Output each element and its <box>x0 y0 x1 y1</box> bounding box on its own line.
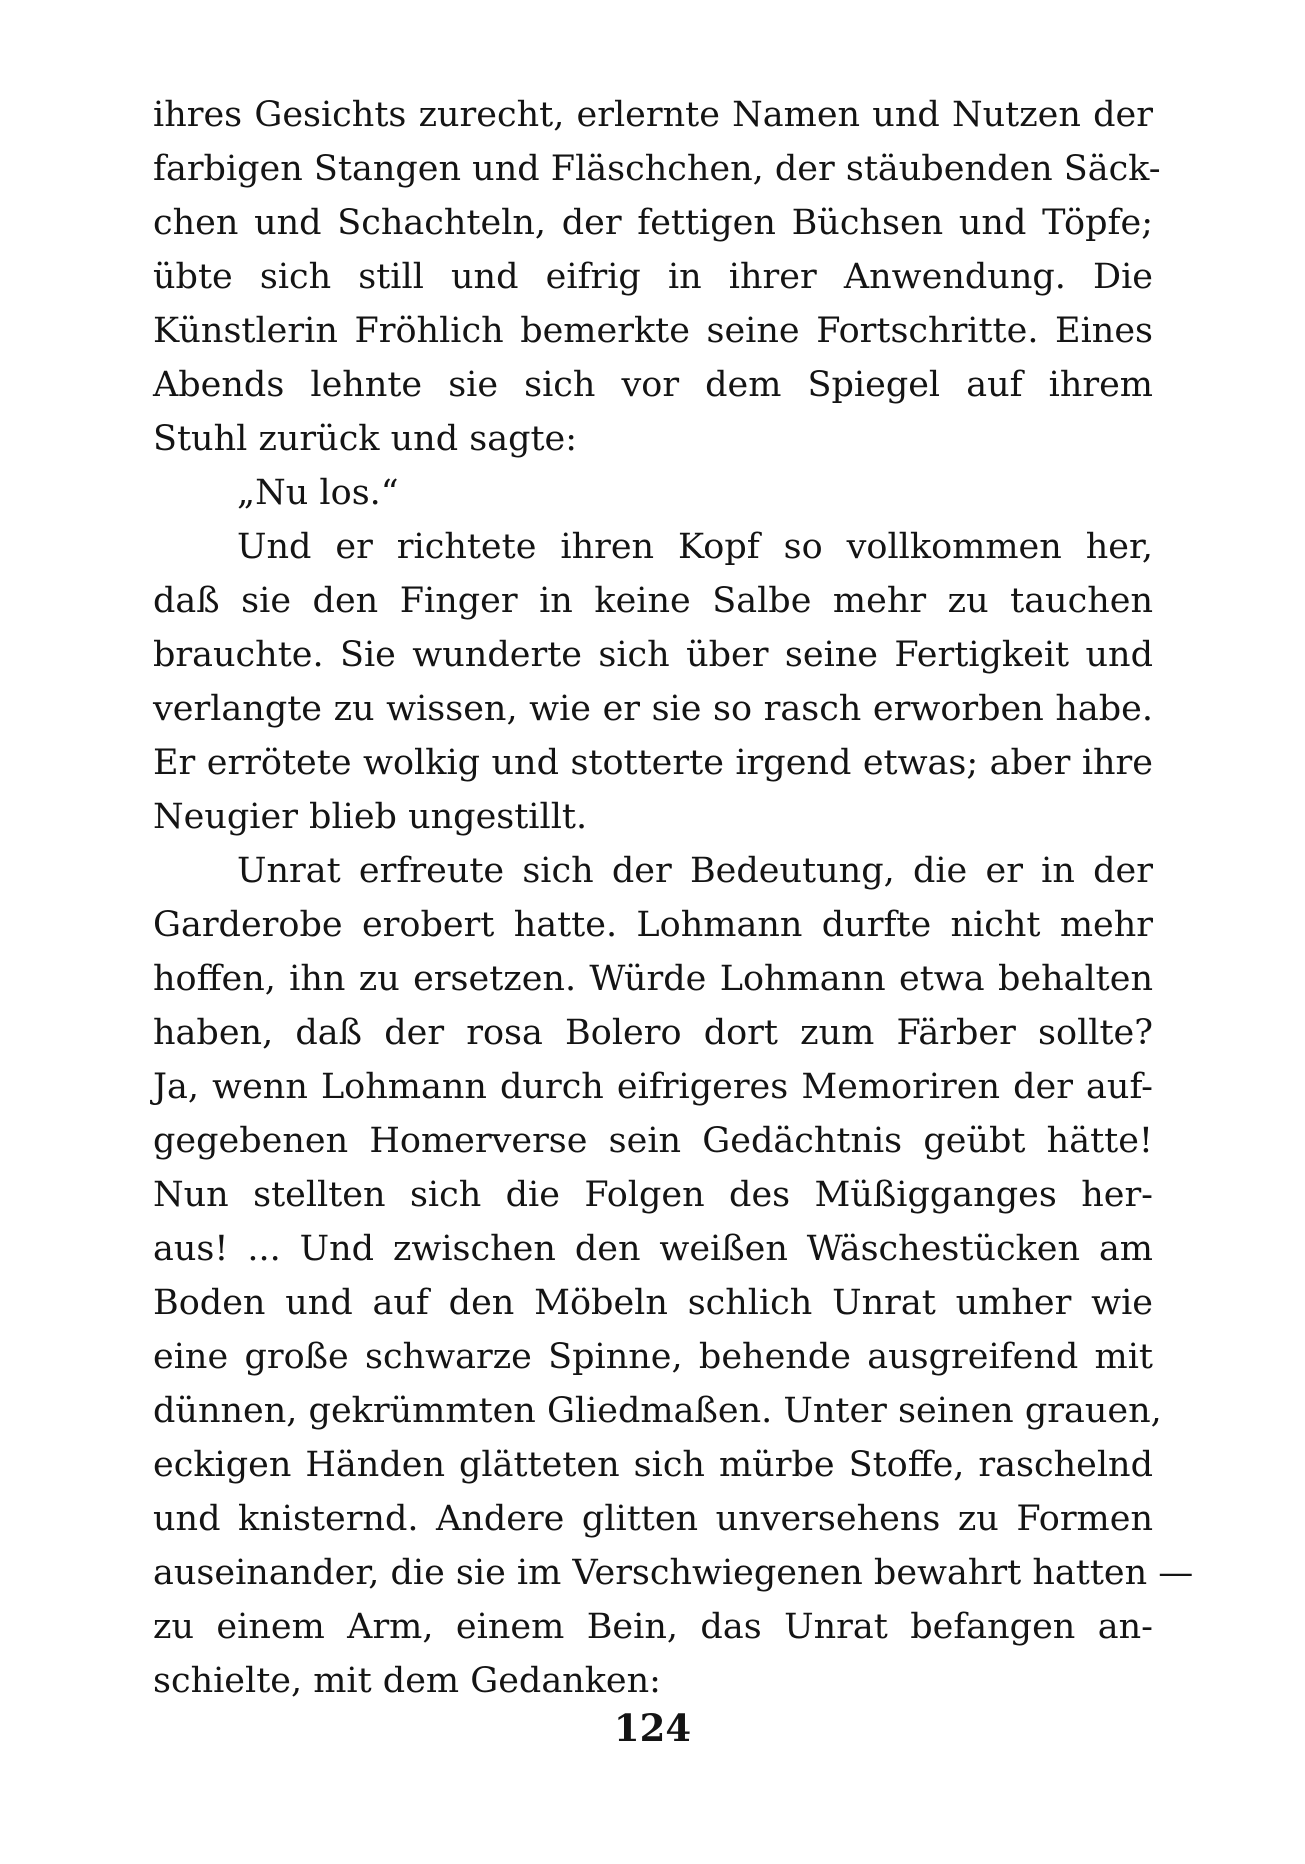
quoted-speech: „Nu los.“ <box>237 473 399 513</box>
text-line: Ja, wenn Lohmann durch eifrigeres Memoriren der auf- <box>153 1067 1153 1107</box>
text-line: chen und Schachteln, der fettigen Büchsen und Töpfe; <box>153 203 1153 243</box>
text-line: und knisternd. Andere glitten unversehens zu Formen <box>153 1499 1153 1539</box>
text-line: eckigen Händen glätteten sich mürbe Stoffe, raschelnd <box>153 1445 1153 1485</box>
text-line: eine große schwarze Spinne, behende ausgreifend mit <box>153 1337 1153 1377</box>
text-line: farbigen Stangen und Fläschchen, der stäubenden Säck- <box>153 149 1161 189</box>
text-line: auseinander, die sie im Verschwiegenen bewahrt hatten — <box>153 1553 1194 1593</box>
body-text <box>153 88 1194 1708</box>
text-line: übte sich still und eifrig in ihrer Anwendung. Die <box>153 257 1153 297</box>
text-line: gegebenen Homerverse sein Gedächtnis geübt hätte! <box>153 1121 1153 1161</box>
text-line: Abends lehnte sie sich vor dem Spiegel auf ihrem <box>153 365 1153 405</box>
text-line: verlangte zu wissen, wie er sie so rasch erworben habe. <box>153 689 1153 729</box>
text-line: Künstlerin Fröhlich bemerkte seine Fortschritte. Eines <box>153 311 1153 351</box>
page-number: 124 <box>613 1706 692 1750</box>
text-line: schielte, mit dem Gedanken: <box>153 1661 661 1701</box>
text-line: ihres Gesichts zurecht, erlernte Namen und Nutzen der <box>153 95 1153 135</box>
text-line: dünnen, gekrümmten Gliedmaßen. Unter seinen grauen, <box>153 1391 1162 1431</box>
text-line: haben, daß der rosa Bolero dort zum Färber sollte? <box>153 1013 1153 1053</box>
text-line: Er errötete wolkig und stotterte irgend etwas; aber ihre <box>153 743 1153 783</box>
text-line: Stuhl zurück und sagte: <box>153 419 578 459</box>
text-line: zu einem Arm, einem Bein, das Unrat befangen an- <box>153 1607 1153 1647</box>
paragraph-start: Und er richtete ihren Kopf so vollkommen her, <box>237 527 1153 567</box>
text-line: Boden und auf den Möbeln schlich Unrat umher wie <box>153 1283 1153 1323</box>
text-line: Neugier blieb ungestillt. <box>153 797 588 837</box>
text-line: aus! ... Und zwischen den weißen Wäschestücken am <box>153 1229 1153 1269</box>
paragraph-start: Unrat erfreute sich der Bedeutung, die er in der <box>237 851 1153 891</box>
text-line: hoffen, ihn zu ersetzen. Würde Lohmann etwa behalten <box>153 959 1153 999</box>
text-line: daß sie den Finger in keine Salbe mehr zu tauchen <box>153 581 1153 621</box>
text-line: Nun stellten sich die Folgen des Müßigganges her- <box>153 1175 1153 1215</box>
text-line: brauchte. Sie wunderte sich über seine Fertigkeit und <box>153 635 1153 675</box>
text-line: Garderobe erobert hatte. Lohmann durfte nicht mehr <box>153 905 1153 945</box>
